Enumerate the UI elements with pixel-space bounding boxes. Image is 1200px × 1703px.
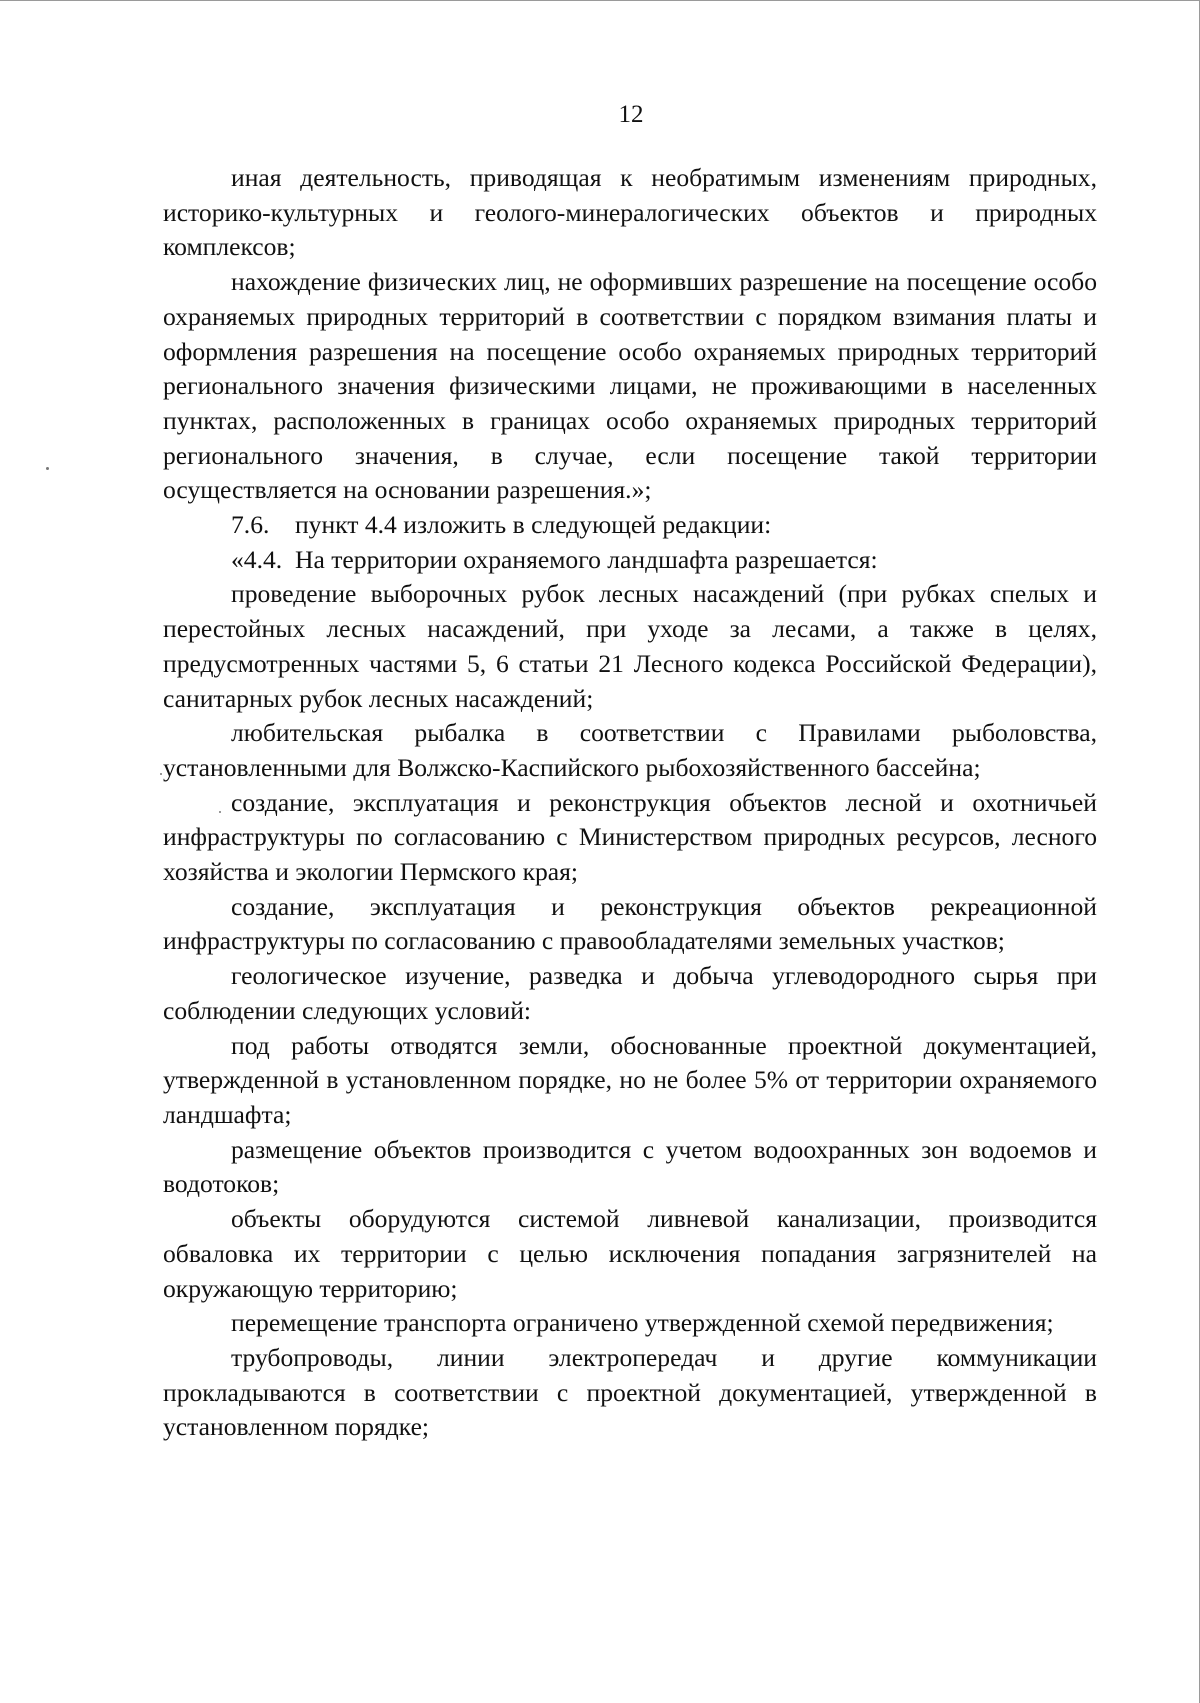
paragraph: геологическое изучение, разведка и добыча углеводородного сырья при соблюдении следующих условий:	[163, 961, 1097, 1025]
paragraph: «4.4. На территории охраняемого ландшафта разрешается:	[231, 544, 878, 574]
scan-speck	[219, 811, 221, 813]
paragraph: любительская рыбалка в соответствии с Правилами рыболовства, установленными для Волжско-Каспийского рыбохозяйственного бассейна;	[163, 718, 1097, 782]
paragraph: трубопроводы, линии электропередач и другие коммуникации прокладываются в соответствии с проектной документацией, утвержденной в установленном порядке;	[163, 1342, 1097, 1442]
page-number: 12	[618, 101, 644, 128]
paragraph: 7.6. пункт 4.4 изложить в следующей редакции:	[231, 510, 772, 540]
scan-speck	[46, 467, 49, 470]
paragraph: перемещение транспорта ограничено утвержденной схемой передвижения;	[231, 1308, 1054, 1338]
paragraph: нахождение физических лиц, не оформивших разрешение на посещение особо охраняемых природных территорий в соответствии с порядком взимания платы и оформления разрешения на посещение особо охраняемых природных территорий регионального значения физическими лицами, не проживающими в населенных пунктах, расположенных в границах особо охраняемых природных территорий регионального значения, в случае, если посещение такой территории осуществляется на основании разрешения.»;	[163, 267, 1097, 505]
document-body	[163, 161, 1097, 1445]
paragraph: размещение объектов производится с учетом водоохранных зон водоемов и водотоков;	[163, 1134, 1097, 1199]
paragraph: создание, эксплуатация и реконструкция объектов лесной и охотничьей инфраструктуры по согласованию с Министерством природных ресурсов, лесного хозяйства и экологии Пермского края;	[163, 787, 1097, 887]
paragraph: объекты оборудуются системой ливневой канализации, производится обваловка их территории с целью исключения попадания загрязнителей на окружающую территорию;	[163, 1204, 1097, 1303]
paragraph: под работы отводятся земли, обоснованные проектной документацией, утвержденной в установленном порядке, но не более 5% от территории охраняемого ландшафта;	[163, 1030, 1097, 1129]
paragraph: создание, эксплуатация и реконструкция объектов рекреационной инфраструктуры по согласованию с правообладателями земельных участков;	[163, 891, 1097, 956]
paragraph: проведение выборочных рубок лесных насаждений (при рубках спелых и перестойных лесных насаждений, при уходе за лесами, а также в целях, предусмотренных частями 5, 6 статьи 21 Лесного кодекса Российской Федерации), санитарных рубок лесных насаждений;	[163, 579, 1097, 713]
paragraph: иная деятельность, приводящая к необратимым изменениям природных, историко-культурных и геолого-минералогических объектов и природных комплексов;	[163, 163, 1097, 262]
scan-speck	[160, 773, 162, 775]
